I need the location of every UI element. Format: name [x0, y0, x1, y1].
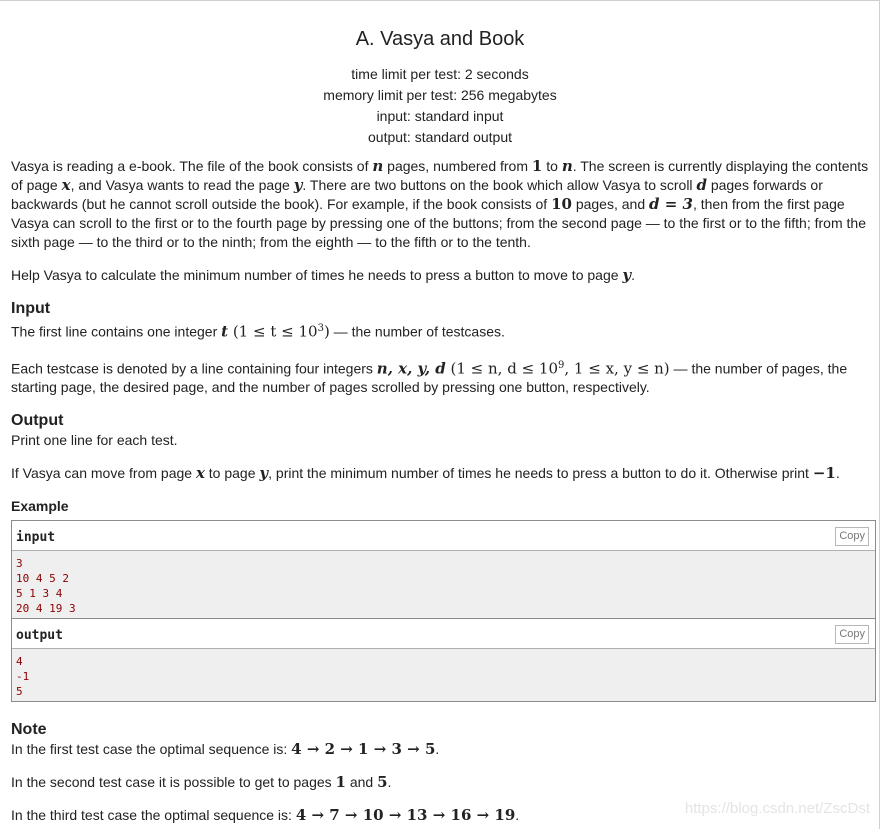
sample-input-text[interactable]: 3 10 4 5 2 5 1 3 4 20 4 19 3: [12, 551, 875, 618]
math-constraint: (1 ≤ n, d ≤ 10: [445, 359, 559, 378]
text: , print the minimum number of times he needs to press a button to do it. Otherwise print: [268, 465, 813, 482]
text: pages forwards or backwards (but he cannot scroll outside the book). For example, if the book consists of: [11, 177, 823, 212]
text: Help Vasya to calculate the minimum number of times he needs to press a button to move to page: [11, 267, 623, 283]
problem-body: [11, 157, 871, 839]
text: to page: [204, 465, 260, 482]
input-spec: input: standard input: [376, 108, 504, 124]
math-constraint: , 1 ≤ x, y ≤ n): [564, 359, 670, 378]
output-line-2: [11, 464, 871, 483]
math-y: y: [259, 464, 269, 483]
text: .: [435, 741, 440, 758]
sample-output-text[interactable]: 4 -1 5: [12, 649, 875, 701]
sample-input-label: input: [16, 530, 56, 546]
problem-title: A. Vasya and Book: [355, 28, 525, 50]
math-ten: 10: [551, 195, 572, 213]
math-y: y: [293, 176, 303, 194]
math-n: n: [372, 157, 384, 175]
math-t: t: [221, 322, 229, 341]
math-n: n: [561, 157, 573, 175]
sample-input-header: [12, 521, 875, 551]
math-vars: n, x, y, d: [376, 359, 446, 378]
math-minus-one: −1: [812, 464, 836, 483]
math-exponent: 9: [558, 359, 565, 371]
math-one: 1: [531, 157, 543, 175]
text: .: [387, 774, 392, 791]
text: , and Vasya wants to read the page: [70, 177, 294, 193]
problem-header: [0, 28, 880, 148]
math-sequence: 4 → 7 → 10 → 13 → 16 → 19: [295, 806, 516, 825]
text: .: [835, 465, 840, 482]
watermark: https://blog.csdn.net/ZscDst: [684, 800, 870, 817]
note-line-2: [11, 773, 871, 792]
text: In the second test case it is possible to get to pages: [11, 774, 336, 791]
top-border: [0, 0, 880, 1]
math-five: 5: [377, 773, 388, 792]
time-limit: time limit per test: 2 seconds: [351, 66, 529, 82]
sample-tests: [11, 520, 876, 702]
math-one: 1: [335, 773, 346, 792]
example-title: Example: [11, 498, 69, 515]
text: pages, and: [571, 196, 649, 212]
text: Vasya is reading a e-book. The file of the book consists of: [11, 158, 373, 174]
math-sequence: 4 → 2 → 1 → 3 → 5: [291, 740, 436, 759]
sample-output-header: [12, 618, 875, 649]
output-section-title: Output: [11, 412, 64, 430]
text: If Vasya can move from page: [11, 465, 196, 482]
text: pages, numbered from: [383, 158, 532, 174]
text: .: [631, 267, 636, 283]
copy-input-button[interactable]: Copy: [835, 527, 869, 546]
text: to: [542, 158, 562, 174]
text: The first line contains one integer: [11, 323, 222, 340]
output-spec: output: standard output: [368, 129, 512, 145]
math-constraint: (1 ≤ t ≤ 10: [228, 322, 318, 341]
math-paren: ): [323, 322, 330, 341]
input-line-1: [11, 319, 871, 342]
text: — the number of testcases.: [329, 323, 505, 340]
input-section-title: Input: [11, 300, 51, 317]
text: .: [515, 807, 520, 824]
math-x: x: [61, 176, 71, 194]
math-d-equals-3: d = 3: [649, 195, 693, 213]
text: and: [345, 774, 378, 791]
copy-output-button[interactable]: Copy: [835, 625, 869, 644]
text: Each testcase is denoted by a line containing four integers: [11, 360, 377, 377]
statement-paragraph-2: [11, 266, 871, 285]
text: In the first test case the optimal sequence is:: [11, 741, 292, 758]
text: . There are two buttons on the book which allow Vasya to scroll: [302, 177, 697, 193]
sample-output-label: output: [16, 628, 63, 644]
note-section-title: Note: [11, 721, 47, 739]
text: — the number of pages, the starting page, the desired page, and the number of pages scrolled by pressing one button, respectively.: [11, 360, 848, 396]
note-line-1: [11, 740, 871, 759]
statement-paragraph-1: [11, 157, 871, 252]
text: In the third test case the optimal sequence is:: [11, 807, 296, 824]
memory-limit: memory limit per test: 256 megabytes: [323, 87, 557, 103]
math-y: y: [622, 266, 632, 284]
text: . The screen is currently displaying the contents of page: [11, 158, 869, 193]
math-exponent: 3: [317, 323, 324, 334]
output-line-1: Print one line for each test.: [11, 432, 178, 449]
math-d: d: [696, 176, 707, 194]
text: , then from the first page Vasya can scroll to the first or to the fourth page by pressing one of the buttons; from the second page — to the first or to the fifth; from the sixth page — to the third or to the ninth; from the eighth — to the fifth or to the tenth.: [11, 196, 866, 250]
math-x: x: [195, 464, 205, 483]
input-line-2: [11, 356, 871, 398]
